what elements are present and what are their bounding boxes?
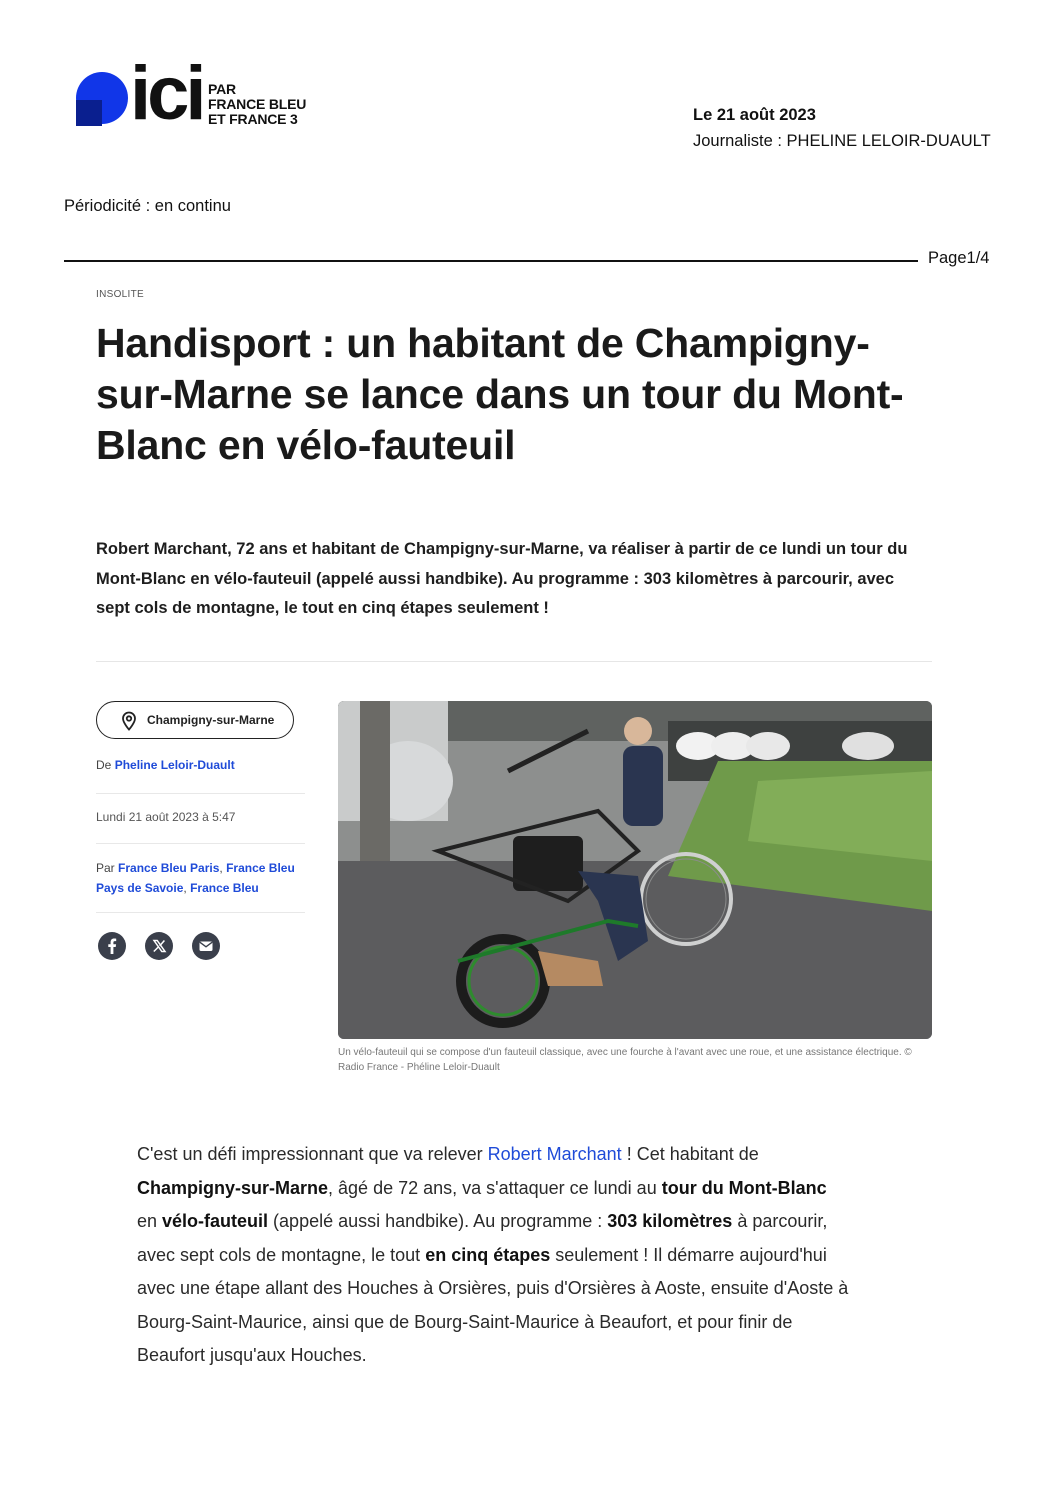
body-bold: Champigny-sur-Marne xyxy=(137,1177,329,1198)
periodicity: Périodicité : en continu xyxy=(64,197,231,215)
divider xyxy=(96,661,932,662)
body-text: seulement ! Il démarre aujourd'hui avec une étape allant des Houches à Orsières, puis d'Orsières à Aoste, ensuite d'Aoste à Bourg-Saint-Maurice, ainsi que de Bourg-Saint-Maurice à Beaufort, et pour finir de Beaufort jusqu'aux Houches. xyxy=(137,1244,849,1365)
x-glyph xyxy=(145,932,173,960)
divider xyxy=(96,843,305,844)
facebook-icon[interactable] xyxy=(98,932,126,960)
body-text: C'est un défi impressionnant que va relever xyxy=(137,1144,488,1164)
source-prefix: Par xyxy=(96,861,115,875)
author-prefix: De xyxy=(96,758,112,772)
article-lede: Robert Marchant, 72 ans et habitant de Champigny-sur-Marne, va réaliser à partir de ce lundi un tour du Mont-Blanc en vélo-fauteuil (appelé aussi handbike). Au programme : 303 kilomètres à parcourir, avec sept cols de montagne, le tout en cinq étapes seulement ! xyxy=(96,540,908,617)
x-icon[interactable] xyxy=(145,932,173,960)
body-text: à parcourir, avec sept cols de montagne, le tout xyxy=(137,1211,828,1265)
logo-subtitle xyxy=(208,82,306,127)
article-photo xyxy=(338,701,932,1039)
facebook-glyph xyxy=(98,932,126,960)
author-link[interactable]: Pheline Leloir-Duault xyxy=(114,758,235,772)
email-glyph xyxy=(192,932,220,960)
ici-logo xyxy=(76,51,336,136)
header-divider xyxy=(64,260,918,262)
photo-caption: Un vélo-fauteuil qui se compose d'un fauteuil classique, avec une fourche à l'avant avec une roue, et une assistance électrique. © Radio France - Phéline Leloir-Duault xyxy=(338,1047,912,1073)
document-date: Le 21 août 2023 xyxy=(693,106,816,124)
source-link[interactable]: France Bleu Paris xyxy=(118,861,220,875)
source-link[interactable]: France Bleu Pays de Savoie xyxy=(96,861,295,895)
logo-subtitle-line: FRANCE BLEU xyxy=(208,96,307,112)
body-text: en xyxy=(137,1211,163,1231)
logo-subtitle-line: ET FRANCE 3 xyxy=(208,111,298,127)
handbike-photo-illustration xyxy=(338,701,932,1039)
source-line: Par France Bleu Paris, France Bleu Pays de Savoie, France Bleu xyxy=(96,861,295,895)
body-bold: en cinq étapes xyxy=(425,1244,551,1265)
location-pin-icon xyxy=(119,711,139,731)
location-tag[interactable] xyxy=(96,701,294,739)
logo-wordmark: ici xyxy=(130,51,203,136)
source-link[interactable]: France Bleu xyxy=(190,881,259,895)
body-bold: tour du Mont-Blanc xyxy=(661,1177,827,1198)
divider xyxy=(96,793,305,794)
article-category: INSOLITE xyxy=(96,289,144,300)
logo-square xyxy=(76,100,102,126)
logo-subtitle-line: PAR xyxy=(208,81,236,97)
body-text: ! Cet habitant de xyxy=(621,1144,759,1164)
divider xyxy=(96,912,305,913)
page-number: Page1/4 xyxy=(928,249,990,267)
email-icon[interactable] xyxy=(192,932,220,960)
article-body xyxy=(137,1138,849,1373)
person-link[interactable]: Robert Marchant xyxy=(487,1144,622,1164)
publish-date: Lundi 21 août 2023 à 5:47 xyxy=(96,810,236,824)
author-line xyxy=(96,758,235,772)
body-bold: 303 kilomètres xyxy=(607,1211,733,1231)
body-text: (appelé aussi handbike). Au programme : xyxy=(268,1211,608,1231)
body-text: , âgé de 72 ans, va s'attaquer ce lundi au xyxy=(328,1177,662,1198)
journalist: Journaliste : PHELINE LELOIR-DUAULT xyxy=(693,132,991,150)
body-bold: vélo-fauteuil xyxy=(162,1211,269,1231)
location-label: Champigny-sur-Marne xyxy=(147,713,275,727)
article-title: Handisport : un habitant de Champigny-sur-Marne se lance dans un tour du Mont-Blanc en vélo-fauteuil xyxy=(96,320,904,468)
